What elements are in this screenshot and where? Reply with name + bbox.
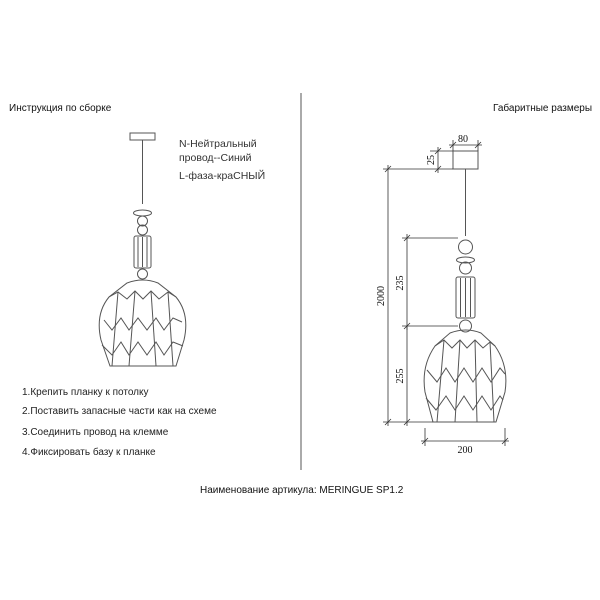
dim-upper-section: 235 — [395, 275, 406, 291]
dim-canopy-width: 80 — [458, 134, 468, 145]
step-2: 2.Поставить запасные части как на схеме — [22, 406, 217, 417]
phase-wire-note: L-фаза-краСНЫЙ — [179, 170, 266, 182]
right-canopy — [453, 151, 478, 169]
right-bead-2 — [460, 262, 472, 274]
left-canopy — [130, 133, 155, 140]
step-1: 1.Крепить планку к потолку — [22, 387, 149, 398]
neutral-wire-note-line1: N-Нейтральный — [179, 138, 257, 150]
step-3: 3.Соединить провод на клемме — [22, 427, 169, 438]
article-name: Наименование артикула: MERINGUE SP1.2 — [200, 485, 404, 496]
left-lamp-drawing — [99, 133, 186, 366]
right-lamp-drawing — [424, 151, 506, 422]
dimensions-title: Габаритные размеры — [493, 103, 593, 114]
assembly-instructions-title: Инструкция по сборке — [9, 103, 112, 114]
dimension-lines — [383, 140, 509, 446]
left-bead-ring-top — [134, 210, 152, 216]
neutral-wire-note-line2: провод--Синий — [179, 152, 252, 164]
left-shade-outline — [99, 280, 186, 366]
dim-total-height: 2000 — [376, 286, 387, 306]
left-bead-bottom — [138, 269, 148, 279]
right-bead-1 — [459, 240, 473, 254]
dim-shade-width: 200 — [457, 445, 473, 456]
step-4: 4.Фиксировать базу к планке — [22, 447, 156, 458]
dim-canopy-height: 25 — [426, 155, 437, 165]
dim-shade-height: 255 — [395, 368, 406, 384]
